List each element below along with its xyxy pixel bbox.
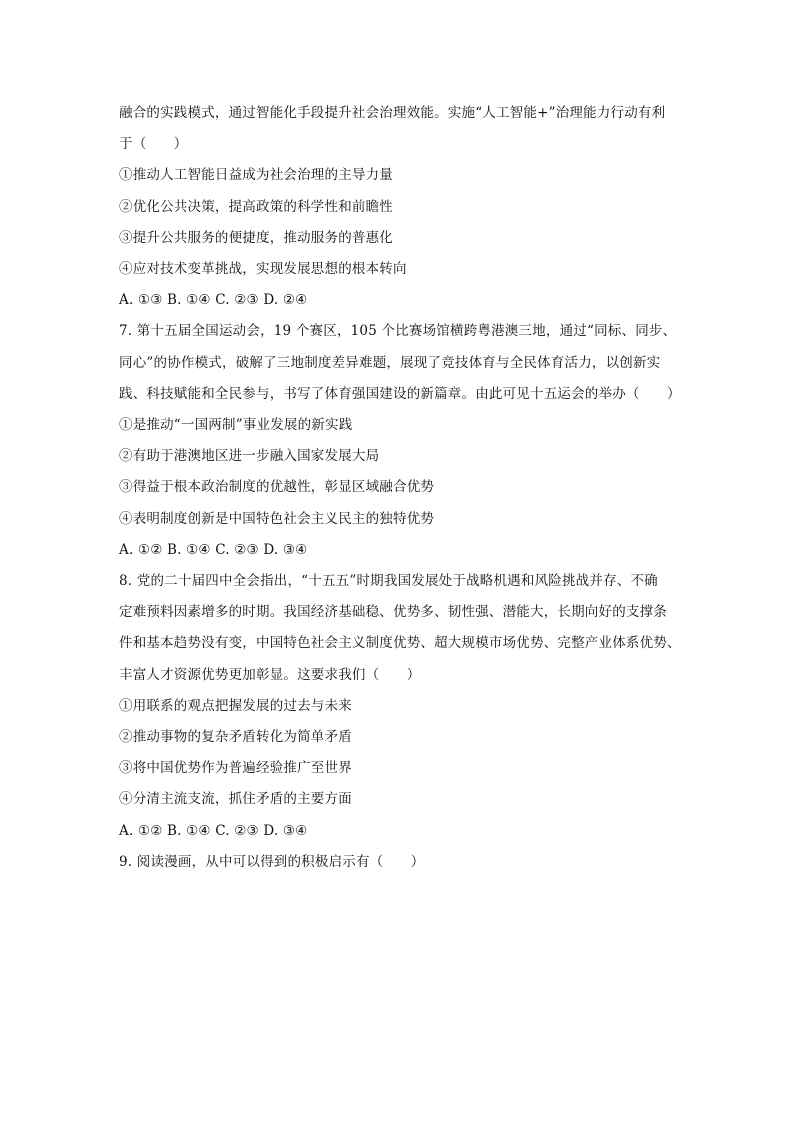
q8-stem-line-1: 8. 党的二十届四中全会指出，“十五五”时期我国发展处于战略机遇和风险挑战并存、不确 <box>119 573 658 590</box>
q8-option-1: ①用联系的观点把握发展的过去与未来 <box>119 697 352 714</box>
q7-stem-line-2: 同心”的协作模式，破解了三地制度差异难题，展现了竞技体育与全民体育活力，以创新实 <box>119 354 661 371</box>
q8-stem-line-3: 件和基本趋势没有变，中国特色社会主义制度优势、超大规模市场优势、完整产业体系优势、 <box>119 635 681 652</box>
q6-option-1: ①推动人工智能日益成为社会治理的主导力量 <box>119 167 393 184</box>
q6-option-3: ③提升公共服务的便捷度，推动服务的普惠化 <box>119 229 393 246</box>
q6-stem-line-1: 融合的实践模式，通过智能化手段提升社会治理效能。实施“人工智能+”治理能力行动有利 <box>119 105 666 121</box>
q8-option-4: ④分清主流支流，抓住矛盾的主要方面 <box>119 791 352 808</box>
q6-option-2: ②优化公共决策，提高政策的科学性和前瞻性 <box>119 198 393 215</box>
q7-option-3: ③得益于根本政治制度的优越性，彰显区域融合优势 <box>119 479 435 496</box>
q8-stem-line-2: 定难预料因素增多的时期。我国经济基础稳、优势多、韧性强、潜能大，长期向好的支撑条 <box>119 604 667 621</box>
q8-option-3: ③将中国优势作为普遍经验推广至世界 <box>119 760 352 777</box>
q8-answer-choices: A. ①② B. ①④ C. ②③ D. ③④ <box>119 822 308 839</box>
q6-stem-line-2: 于（ ） <box>119 136 188 153</box>
q6-answer-choices: A. ①③ B. ①④ C. ②③ D. ②④ <box>119 292 308 309</box>
q7-stem-line-1: 7. 第十五届全国运动会，19 个赛区，105 个比赛场馆横跨粤港澳三地，通过“同标、同步、 <box>119 323 677 340</box>
q7-option-2: ②有助于港澳地区进一步融入国家发展大局 <box>119 448 380 465</box>
q7-stem-line-3: 践、科技赋能和全民参与，书写了体育强国建设的新篇章。由此可见十五运会的举办（ ） <box>119 385 681 402</box>
q6-option-4: ④应对技术变革挑战，实现发展思想的根本转向 <box>119 261 407 278</box>
q9-stem-line-1: 9. 阅读漫画，从中可以得到的积极启示有（ ） <box>119 853 425 870</box>
q7-answer-choices: A. ①② B. ①④ C. ②③ D. ③④ <box>119 541 308 558</box>
q8-stem-line-4: 丰富人才资源优势更加彰显。这要求我们（ ） <box>119 666 421 683</box>
q7-option-1: ①是推动“一国两制”事业发展的新实践 <box>119 417 353 434</box>
q7-option-4: ④表明制度创新是中国特色社会主义民主的独特优势 <box>119 510 435 527</box>
q8-option-2: ②推动事物的复杂矛盾转化为简单矛盾 <box>119 729 352 746</box>
document-page <box>119 98 689 878</box>
